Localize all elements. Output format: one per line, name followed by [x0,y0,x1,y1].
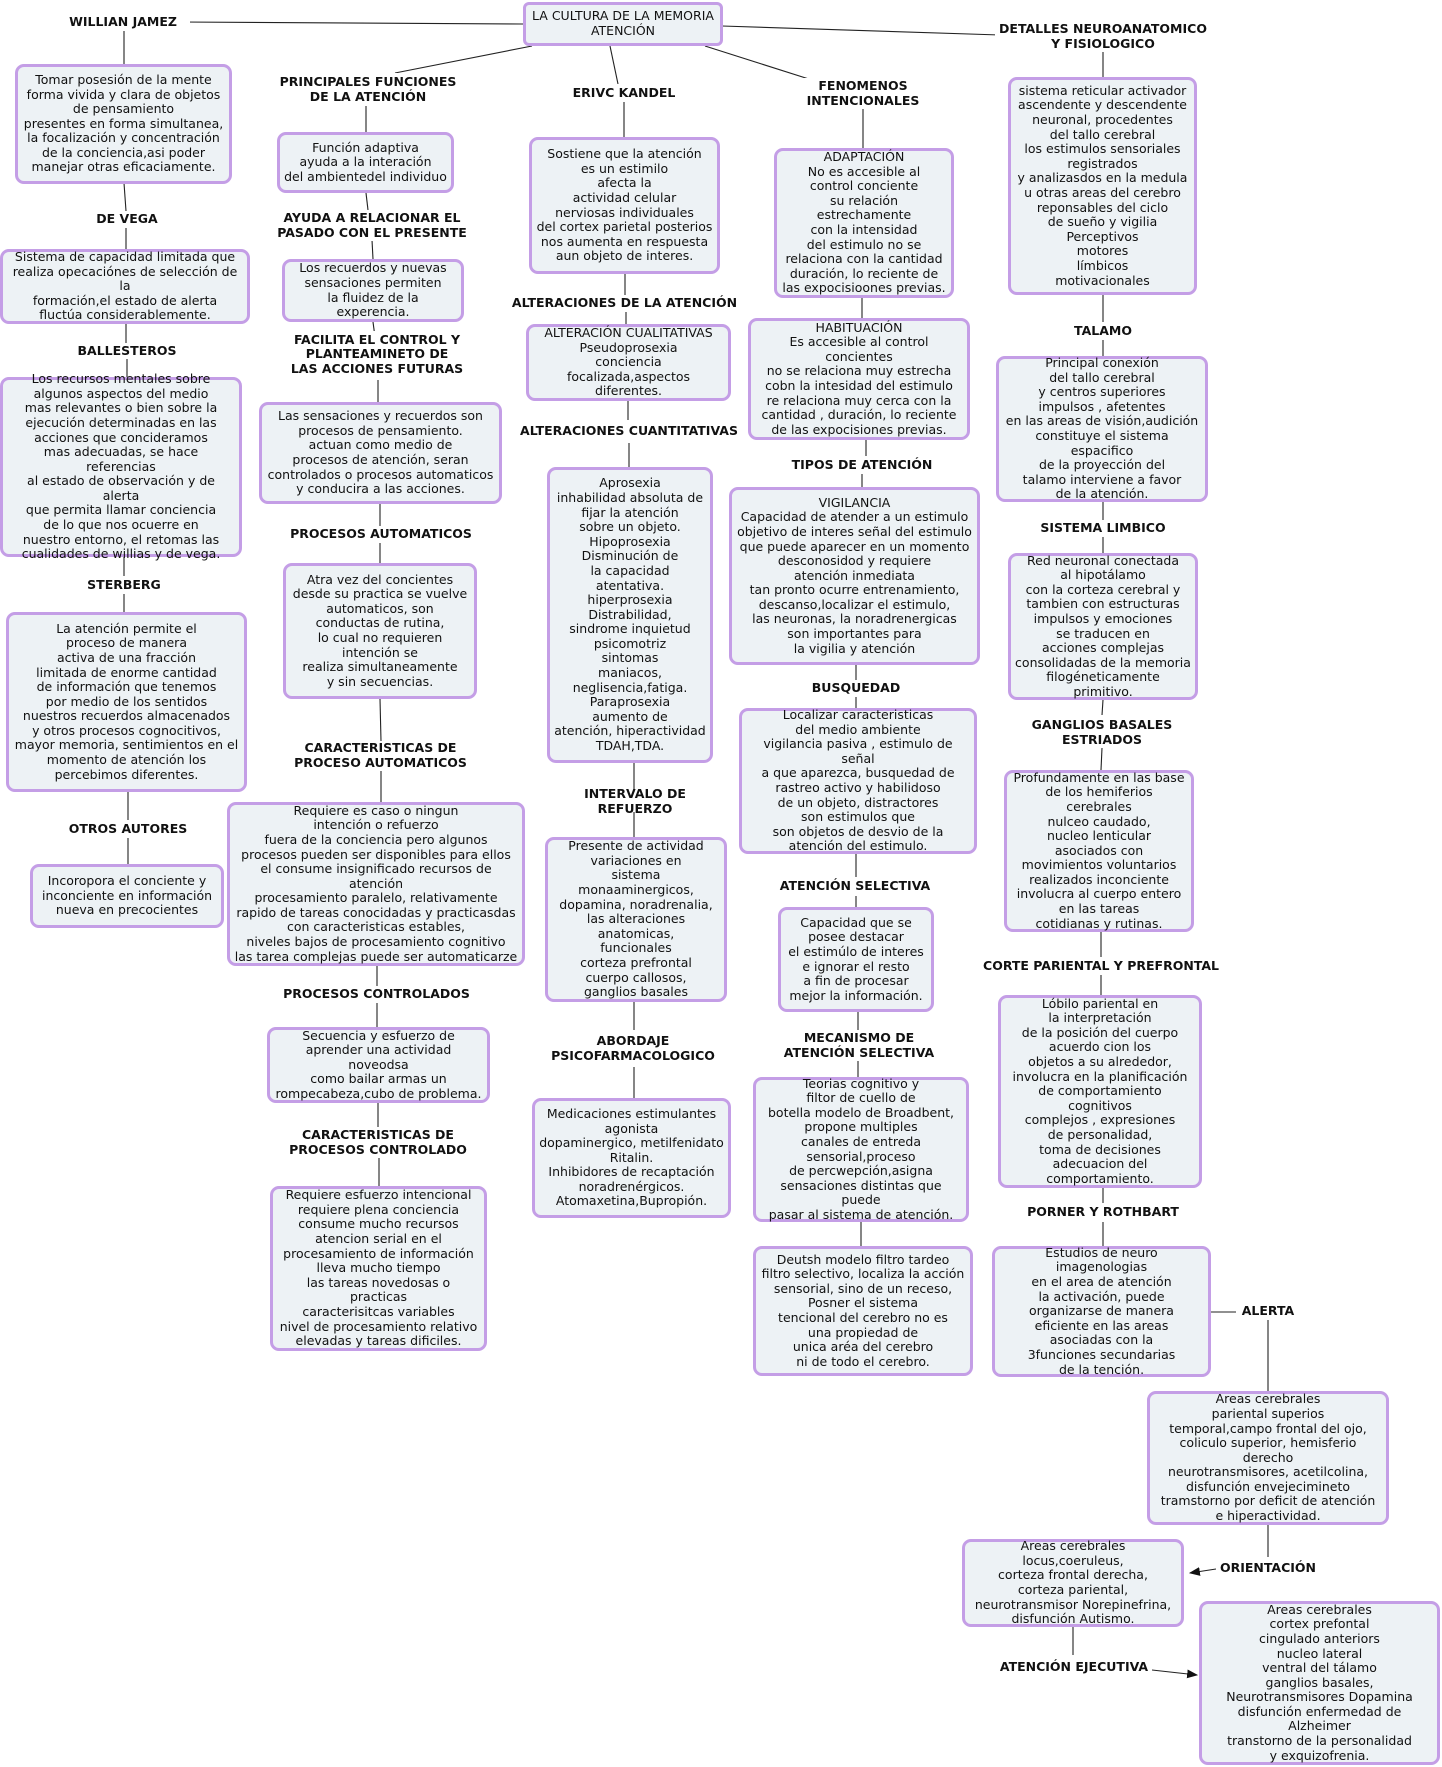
node-porner-rothbart-text: Estudios de neuro imagenologias en el area de atención la activación, puede organizarse de manera eficiente en las areas asociadas con la 3funciones secundarias de la tención. [1027,1244,1176,1377]
label-porner-rothbart: PORNER Y ROTHBART [1024,1203,1182,1222]
label-ganglios-basales: GANGLIOS BASALES ESTRIADOS [1022,718,1182,748]
label-sistema-limbico: SISTEMA LIMBICO [1032,520,1174,537]
node-procesos-automaticos-text: Atra vez del concientes desde su practica se vuelve automaticos, son conductas de rutina, lo cual no requieren intención se realiza simultaneamente y sin secuencias. [292,571,468,689]
node-vigilancia-text: VIGILANCIA Capacidad de atender a un estimulo objetivo de interes señal del estimulo que puede aparecer en un momento desconosidod y requiere atención inmediata tan pronto ocurre entrenamiento, descanso,localizar el estimulo, las neuronas, la noradrenergicas son importantes para la vigilia y atención [737,494,972,656]
node-caracteristicas-automaticos-text: Requiere es caso o ningun intención o refuerzo fuera de la conciencia pero algunos procesos pueden ser disponibles para ellos el consume insignificado recursos de atención procesamiento paralelo, relativamente rapido de tareas conocidadas y practicasdas con caracteristicas estables, niveles bajos de procesamiento cognitivo las tarea complejas puede ser automaticarze [234,802,518,964]
node-orientacion-text: Areas cerebrales locus,coeruleus, corteza frontal derecha, corteza pariental, neurotransmisor Norepinefrina, disfunción Autismo. [974,1538,1172,1627]
label-otros-autores: OTROS AUTORES [66,820,190,838]
node-procesos-controlados [267,1027,490,1103]
node-sterberg [6,612,247,792]
node-alteracion-cualitativas [526,324,731,401]
node-deutsh-text: Deutsh modelo filtro tardeo filtro selectivo, localiza la acción sensorial, sino de un receso, Posner el sistema tencional del cerebro no es una propiedad de unica aréa del cerebro ni de todo el cerebro. [761,1251,965,1369]
label-talamo: TALAMO [1068,322,1138,340]
node-detalles-neuroanatomico-text: sistema reticular activador ascendente y descendente neuronal, procedentes del tallo cerebral los estimulos sensoriales registrados y analizasdos en la medula u otras areas del cerebro reponsables del ciclo de sueño y vigilia Perceptivos motores límbicos motivacionales [1017,82,1188,288]
node-talamo-text: Principal conexión del tallo cerebral y centros superiores impulsos , afetentes en las areas de visión,audición constituye el sistema espacifico de la proyección del talamo interviene a favor de la atención. [1005,355,1199,502]
node-facilita-control-text: Las sensaciones y recuerdos son procesos de pensamiento. actuan como medio de procesos de atención, seran controlados o procesos automaticos y conducira a las acciones. [267,408,494,497]
label-mecanismo-selectiva: MECANISMO DE ATENCIÓN SELECTIVA [778,1030,940,1061]
root-title [523,2,723,46]
node-busquedad [739,708,977,854]
node-erivc-kandel-text: Sostiene que la atención es un estimilo afecta la actividad celular nerviosas individuales del cortex parietal posterios nos aumenta en respuesta aun objeto de interes. [536,146,713,264]
node-mecanismo-selectiva-text: Teorias cognitivo y filtor de cuello de botella modelo de Broadbent, propone multiples canales de entreda sensorial,proceso de percwepción,asigna sensaciones distintas que puede pasar al sistema de atención. [768,1075,954,1222]
node-sistema-limbico-text: Red neuronal conectada al hipotálamo con la corteza cerebral y tambien con estructuras impulsos y emociones se traducen en acciones complejas consolidadas de la memoria filogéneticamente primitivo. [1015,552,1191,699]
node-caracteristicas-controlados [270,1186,487,1351]
node-caracteristicas-automaticos [227,802,525,966]
node-corte-pariental-text: Lóbilo pariental en la interpretación de la posición del cuerpo acuerdo cion los objetos a su alrededor, involucra en la planificación de comportamiento cognitivos complejos , expresiones de personalidad, toma de decisiones adecuacion del comportamiento. [1012,995,1188,1186]
node-busquedad-text: Localizar caracteristicas del medio ambiente vigilancia pasiva , estimulo de señal a que aparezca, busquedad de rastreo activo y habilidoso de un objeto, distractores son estimulos que son objetos de desvio de la atención del estimulo. [761,707,955,854]
node-mecanismo-selectiva [753,1077,969,1222]
edge-root-kandel [610,46,618,84]
node-otros-autores [30,864,224,928]
label-atencion-ejecutiva: ATENCIÓN EJECUTIVA [996,1658,1152,1676]
node-vigilancia [729,487,980,665]
edge-root-jamez [180,22,523,24]
node-talamo [996,356,1208,502]
node-alteraciones-cuantitativas [547,467,713,763]
label-ayuda-relacionar: AYUDA A RELACIONAR EL PASADO CON EL PRESENTE [272,210,472,241]
node-corte-pariental [998,995,1202,1188]
label-fenomenos-intencionales: FENOMENOS INTENCIONALES [800,78,926,109]
root-title-text: LA CULTURA DE LA MEMORIA ATENCIÓN [532,8,714,38]
node-ayuda-relacionar-text: Los recuerdos y nuevas sensaciones permiten la fluidez de la experencia. [299,260,447,320]
node-habituacion [748,318,970,440]
node-willian-jamez [15,64,232,184]
label-willian-jamez: WILLIAN JAMEZ [56,14,190,31]
node-facilita-control [259,402,502,504]
edge-root-detalles [722,26,1000,35]
node-procesos-automaticos [283,563,477,699]
node-atencion-ejecutiva [1199,1601,1440,1765]
node-procesos-controlados-text: Secuencia y esfuerzo de aprender una actividad noveodsa como bailar armas un rompecabeza,cubo de problema. [275,1027,482,1101]
label-caracteristicas-automaticos: CARACTERISTICAS DE PROCESO AUTOMATICOS [283,741,478,771]
node-caracteristicas-controlados-text: Requiere esfuerzo intencional requiere plena conciencia consume mucho recursos atencion serial en el procesamiento de información lleva mucho tiempo las tareas novedosas o practicas caracterisitcas variables nivel de procesamiento relativo elevadas y tareas dificiles. [279,1187,478,1349]
node-atencion-selectiva-text: Capacidad que se posee destacar el estimúlo de interes e ignorar el resto a fin de procesar mejor la información. [788,914,924,1003]
label-alteraciones-cuantitativas: ALTERACIONES CUANTITATIVAS [514,420,744,443]
label-alteraciones-atencion: ALTERACIONES DE LA ATENCIÓN [508,295,741,312]
node-abordaje-psicofarmacologico-text: Medicaciones estimulantes agonista dopaminergico, metilfenidato Ritalin. Inhibidores de recaptación noradrenérgicos. Atomaxetina,Bupropión. [539,1105,724,1209]
node-ganglios-basales [1004,770,1194,932]
node-de-vega [0,249,250,324]
node-ballesteros-text: Los recursos mentales sobre algunos aspectos del medio mas relevantes o bien sobre la ejecución determinadas en las acciones que concideramos mas adecuadas, se hace referencias al estado de observación y de alerta que permita llamar conciencia de lo que nos ocuerre en nuestro entorno, el retomas las cualidades de willias y de vega. [21,371,221,562]
label-abordaje-psicofarmacologico: ABORDAJE PSICOFARMACOLOGICO [547,1030,719,1067]
label-intervalo-refuerzo: INTERVALO DE REFUERZO [545,792,725,812]
label-ballesteros: BALLESTEROS [72,343,182,359]
label-procesos-controlados: PROCESOS CONTROLADOS [278,986,475,1003]
node-intervalo-refuerzo [545,837,727,1002]
node-habituacion-text: HABITUACIÓN Es accesible al control concientes no se relaciona muy estrecha cobn la intesidad del estimulo re relaciona muy cerca con la cantidad , duración, lo reciente de las expocisiones previas. [761,319,957,437]
node-detalles-neuroanatomico [1008,77,1197,295]
node-abordaje-psicofarmacologico [532,1098,731,1218]
node-alerta [1147,1391,1389,1525]
node-principales-funciones-text: Función adaptiva ayuda a la interación del ambientedel individuo [284,139,447,184]
label-erivc-kandel: ERIVC KANDEL [564,84,684,102]
label-tipos-atencion: TIPOS DE ATENCIÓN [776,456,948,474]
node-adaptacion-text: ADAPTACIÓN No es accesible al control conciente su relación estrechamente con la intensidad del estimulo no se relaciona con la cantidad duración, lo reciente de las expocisiooneѕ previas. [782,149,946,296]
node-porner-rothbart [992,1246,1211,1377]
label-facilita-control: FACILITA EL CONTROL Y PLANTEAMINETO DE LAS ACCIONES FUTURAS [285,331,469,378]
node-adaptacion [774,148,954,298]
node-alteraciones-cuantitativas-text: Aprosexia inhabilidad absoluta de fijar la atención sobre un objeto. Hipoprosexia Disminución de la capacidad atentativa. hiperprosexia Distrabilidad, sindrome inquietud psicomotriz sintomas maniacos, neglisencia,fatiga. Paraprosexia aumento de atención, hiperactividad TDAH,TDA. [554,475,706,754]
edge-root-funciones [395,46,532,73]
node-deutsh [753,1246,973,1376]
node-sterberg-text: La atención permite el proceso de manera activa de una fracción limitada de enorme cantidad de información que tenemos por medio de los sentidos nuestros recuerdos almacenados y otros procesos cognocitivos, mayor memoria, sentimientos en el momento de atención los percebimos diferentes. [14,620,239,782]
label-corte-pariental: CORTE PARIENTAL Y PREFRONTAL [980,957,1222,975]
node-ayuda-relacionar [282,259,464,322]
label-busquedad: BUSQUEDAD [806,680,906,697]
node-erivc-kandel [529,137,720,274]
label-alerta: ALERTA [1236,1303,1300,1320]
node-ganglios-basales-text: Profundamente en las base de los hemiferios cerebrales nulceo caudado, nucleo lenticular asociados con movimientos voluntarios realizados inconciente involucra al cuerpo entero en las tareas cotidianas y rutinas. [1013,769,1185,931]
label-caracteristicas-controlados: CARACTERISTICAS DE PROCESOS CONTROLADO [285,1127,471,1158]
node-atencion-selectiva [778,907,934,1012]
node-atencion-ejecutiva-text: Areas cerebrales cortex prefontal cingulado anteriors nucleo lateral ventral del tálamo ganglios basales, Neurotransmisores Dopamina disfunción enfermedad de Alzheimer transtorno de la personalidad y exquizofrenia. [1226,1601,1413,1763]
label-detalles-neuroanatomico: DETALLES NEUROANATOMICO Y FISIOLOGICO [995,21,1211,52]
node-ballesteros [0,371,242,562]
label-principales-funciones: PRINCIPALES FUNCIONES DE LA ATENCIÓN [272,73,464,106]
node-alteracion-cualitativas-text: ALTERACIÓN CUALITATIVAS Pseudoprosexia conciencia focalizada,aspectos diferentes. [544,325,713,399]
node-otros-autores-text: Incoropora el conciente y inconciente en información nueva en precocientes [41,873,213,918]
node-principales-funciones [277,132,454,193]
node-sistema-limbico [1008,553,1198,700]
node-intervalo-refuerzo-text: Presente de actividad variaciones en sistema monaaminergicos, dopamina, noradrenalia, las alteraciones anatomicas, funcionales corteza prefrontal cuerpo callosos, ganglios basales [559,838,713,1000]
label-de-vega: DE VEGA [88,211,166,228]
label-atencion-selectiva: ATENCIÓN SELECTIVA [772,877,938,896]
node-willian-jamez-text: Tomar posesión de la mente forma vivida y clara de objetos de pensamiento presentes en forma simultanea, la focalización y concentración de la conciencia,asi poder manejar otras eficaciamente. [23,71,224,175]
node-alerta-text: Areas cerebrales pariental superios temporal,campo frontal del ojo, coliculo superior, hemisferio derecho neurotransmisores, acetilcolina, disfunción envejecimineto tramstorno por deficit de atención e hiperactividad. [1160,1391,1376,1524]
edge-root-fenomenos [705,46,812,80]
label-orientacion: ORIENTACIÓN [1216,1559,1320,1577]
label-sterberg: STERBERG [84,576,164,594]
label-procesos-automaticos: PROCESOS AUTOMATICOS [285,526,477,543]
node-de-vega-text: Sistema de capacidad limitada que realiza opecaciónes de selección de la formación,el estado de alerta fluctúa considerablemente. [12,249,238,323]
node-orientacion [962,1539,1184,1627]
